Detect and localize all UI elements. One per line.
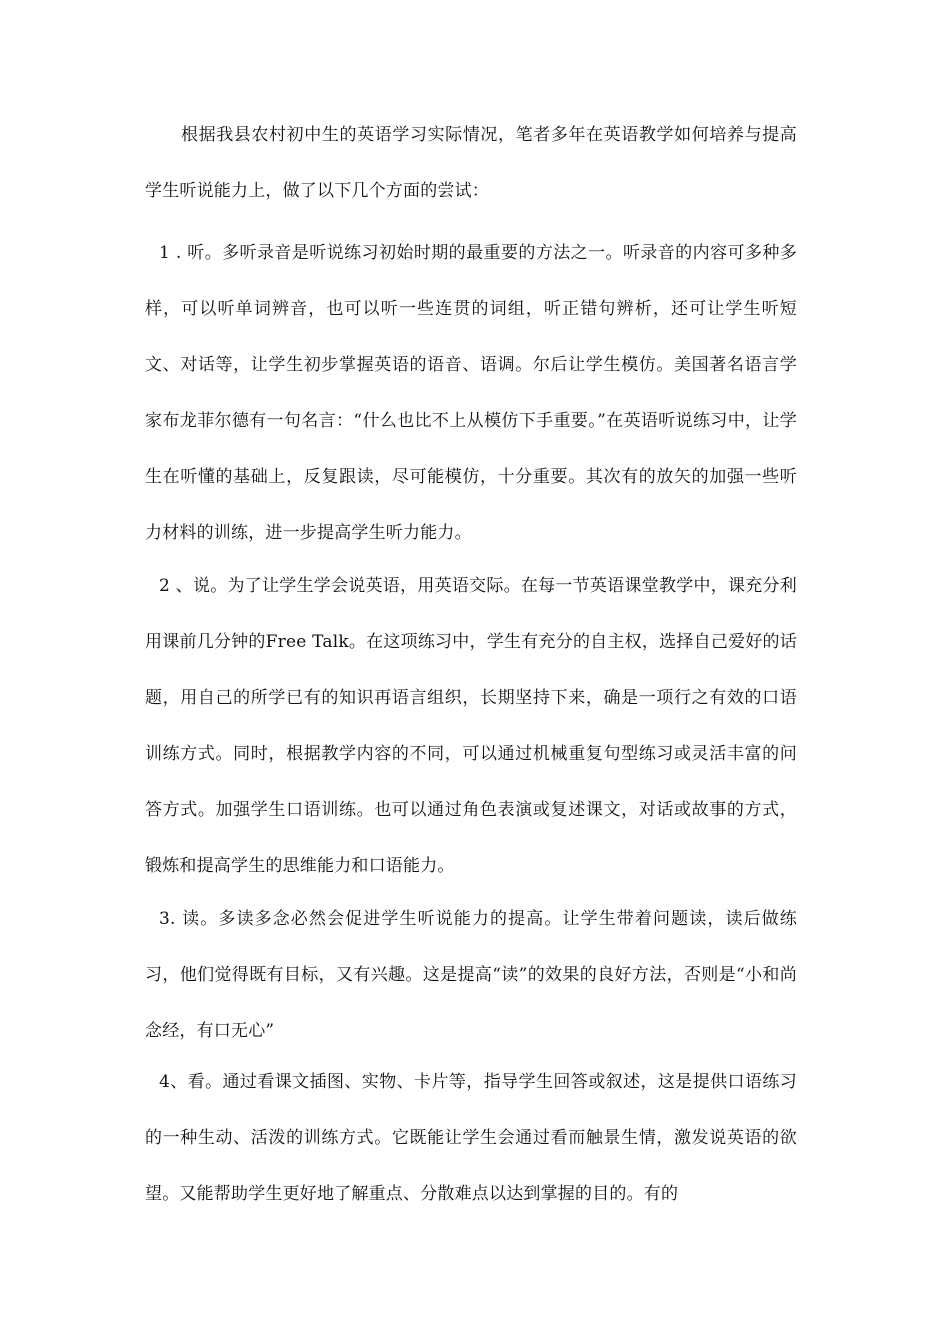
paragraph-listen: 1 . 听。多听录音是听说练习初始时期的最重要的方法之一。听录音的内容可多种多样，可以听单词辨音，也可以听一些连贯的词组，听正错句辨析，还可让学生听短文、对话等，让学生初步掌握英语的语音、语调。尔后让学生模仿。美国著名语言学家布龙菲尔德有一句名言：“什么也比不上从模仿下手重要。”在英语听说练习中，让学生在听懂的基础上，反复跟读，尽可能模仿，十分重要。其次有的放矢的加强一些听力材料的训练，进一步提高学生听力能力。 xyxy=(145,243,797,543)
paragraph-look: 4、看。通过看课文插图、实物、卡片等，指导学生回答或叙述，这是提供口语练习的一种生动、活泼的训练方式。它既能让学生会通过看而触景生情，激发说英语的欲望。又能帮助学生更好地了解重点、分散难点以达到掌握的目的。有的 xyxy=(145,1072,797,1204)
paragraph-read: 3. 读。多读多念必然会促进学生听说能力的提高。让学生带着问题读，读后做练习，他们觉得既有目标，又有兴趣。这是提高“读”的效果的良好方法，否则是“小和尚念经，有口无心” xyxy=(145,909,797,1041)
document-body xyxy=(145,107,797,219)
document-body-section-look xyxy=(145,1054,797,1222)
paragraph-speak: 2 、说。为了让学生学会说英语，用英语交际。在每一节英语课堂教学中，课充分利用课前几分钟的Free Talk。在这项练习中，学生有充分的自主权，选择自己爱好的话题，用自己的所学已有的知识再语言组织，长期坚持下来，确是一项行之有效的口语训练方式。同时，根据教学内容的不同，可以通过机械重复句型练习或灵活丰富的问答方式。加强学生口语训练。也可以通过角色表演或复述课文，对话或故事的方式，锻炼和提高学生的思维能力和口语能力。 xyxy=(145,576,797,876)
paragraph-intro: 根据我县农村初中生的英语学习实际情况，笔者多年在英语教学如何培养与提高学生听说能力上，做了以下几个方面的尝试： xyxy=(145,125,797,201)
document-body-section-listen xyxy=(145,225,797,561)
document-body-section-speak xyxy=(145,558,797,894)
document-body-section-read xyxy=(145,891,797,1059)
